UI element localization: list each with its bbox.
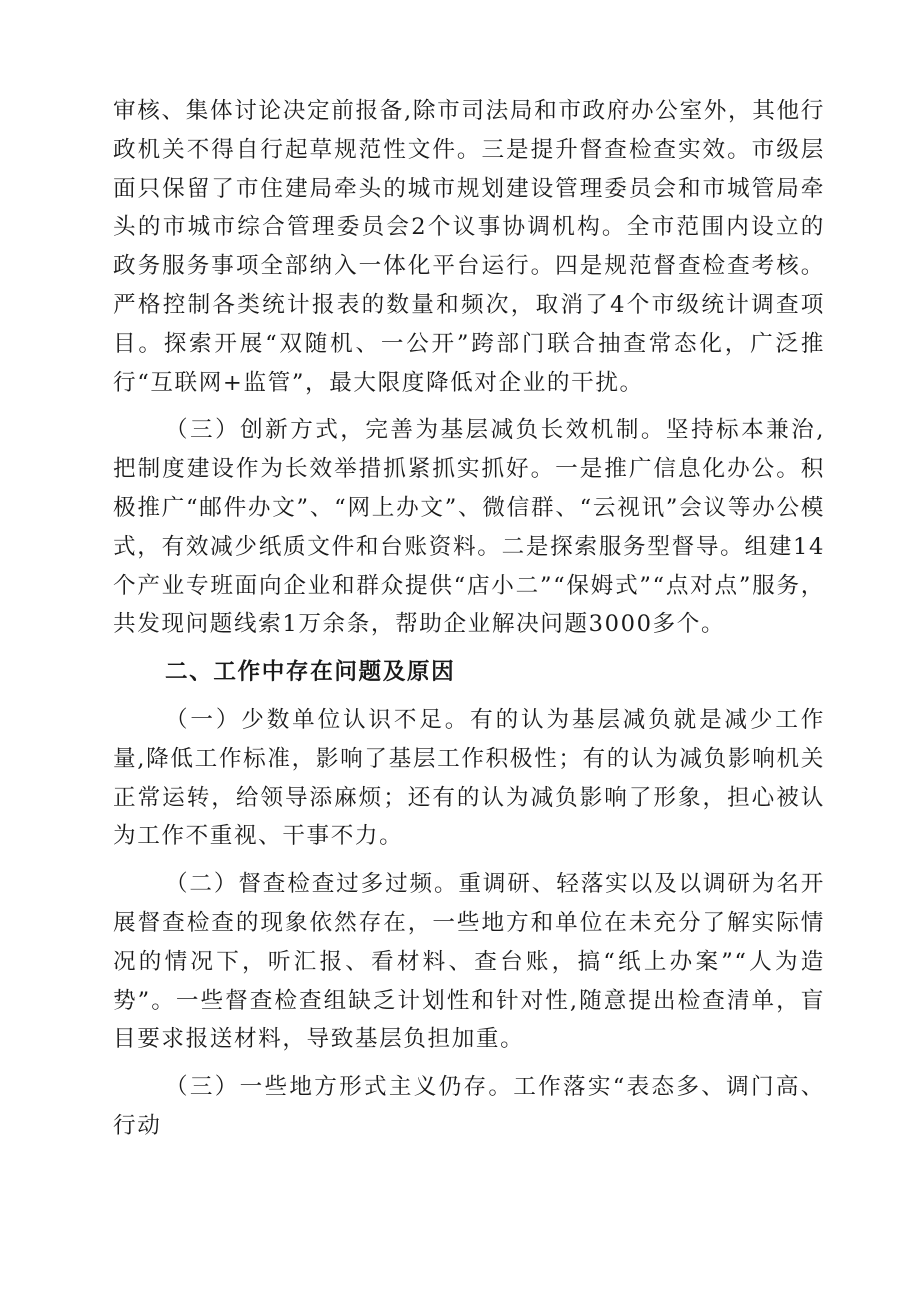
section-heading-problems: 二、工作中存在问题及原因 [164,659,456,686]
paragraph-continuation: 审核、集体讨论决定前报备,除市司法局和市政府办公室外，其他行政机关不得自行起草规范性文件。三是提升督查检查实效。市级层面只保留了市住建局牵头的城市规划建设管理委员会和市城管局牵头的市城市综合管理委员会2个议事协调机构。全市范围内设立的政务服务事项全部纳入一体化平台运行。四是规范督查检查考核。严格控制各类统计报表的数量和频次，取消了4个市级统计调查项目。探索开展“双随机、一公开”跨部门联合抽查常态化，广泛推行“互联网+监管”，最大限度降低对企业的干扰。 [113,98,825,396]
paragraph-inspection-frequency: （二）督查检查过多过频。重调研、轻落实以及以调研为名开展督查检查的现象依然存在，一些地方和单位在未充分了解实际情况的情况下，听汇报、看材料、查台账，搞“纸上办案”“人为造势”。一些督查检查组缺乏计划性和针对性,随意提出检查清单，盲目要求报送材料，导致基层负担加重。 [113,871,825,1053]
paragraph-awareness: （一）少数单位认识不足。有的认为基层减负就是减少工作量,降低工作标准，影响了基层工作积极性；有的认为减负影响机关正常运转，给领导添麻烦；还有的认为减负影响了形象，担心被认为工作不重视、干事不力。 [113,706,825,850]
document-page [113,92,825,1155]
paragraph-innovation-mechanism: （三）创新方式，完善为基层减负长效机制。坚持标本兼治,把制度建设作为长效举措抓紧抓实抓好。一是推广信息化办公。积极推广“邮件办文”、“网上办文”、微信群、“云视讯”会议等办公模式，有效减少纸质文件和台账资料。二是探索服务型督导。组建14个产业专班面向企业和群众提供“店小二”“保姆式”“点对点”服务，共发现问题线索1万余条，帮助企业解决问题3000多个。 [113,417,825,638]
paragraph-formalism: （三）一些地方形式主义仍存。工作落实“表态多、调门高、行动 [113,1074,825,1139]
